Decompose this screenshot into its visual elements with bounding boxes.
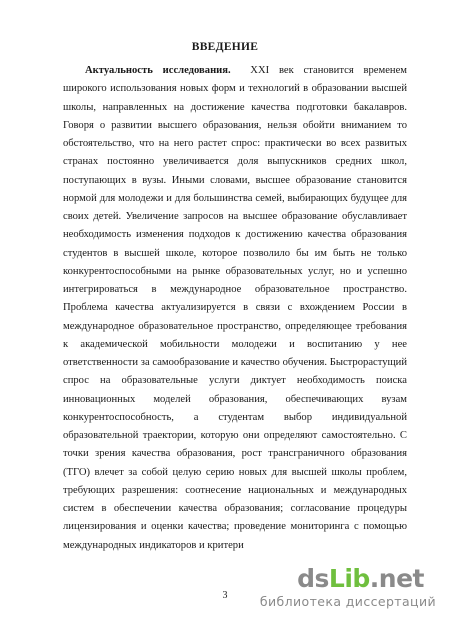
first-line-rest: XXI век становится временем xyxy=(250,65,407,76)
text-line: поступающих в вузы. Иными словами, высшее образование становится xyxy=(63,174,407,186)
text-line: нормой для молодежи и для большинства семей, выбирающих будущее для xyxy=(63,192,407,204)
text-line: Говоря о развитии высшего образования, нельзя обойти вниманием то xyxy=(63,119,407,131)
body-text xyxy=(63,62,407,555)
text-line: (ТГО) влечет за собой целую серию новых для высшей школы проблем, xyxy=(63,466,407,478)
text-line: инновационных моделей образования, обеспечивающих вузам xyxy=(63,393,407,405)
text-line: школы, направленных на достижение качества подготовки бакалавров. xyxy=(63,101,407,113)
text-line: спрос на образовательные услуги диктует необходимость поиска xyxy=(63,375,407,387)
text-line: интегрироваться в международное образовательное пространство. xyxy=(63,284,407,295)
watermark-subtitle: библиотека диссертаций xyxy=(259,594,436,609)
text-line: ответственности за самообразование и качество обучения. Быстрорастущий xyxy=(63,357,407,368)
text-line: странах постоянно увеличивается доля выпускников средних школ, xyxy=(63,156,407,168)
text-line: необходимость изменения подходов к достижению качества образования xyxy=(63,229,407,241)
text-line: Проблема качества актуализируется в связи с вхождением России в xyxy=(63,302,407,314)
text-line: к академической мобильности молодежи и воспитанию у нее xyxy=(63,338,407,350)
text-line: международное образовательное пространство, определяющее требования xyxy=(63,320,407,332)
text-line: обстоятельство, что на него растет спрос: практически во всех развитых xyxy=(63,138,407,149)
text-line: лицензирования и оценки качества; проведение мониторинга с помощью xyxy=(63,521,407,533)
text-line: своих детей. Увеличение запросов на высшее образование обуславливает xyxy=(63,211,407,222)
page-title: ВВЕДЕНИЕ xyxy=(191,41,259,53)
text-line: требующих разрешения: соотнесение национальных и международных xyxy=(63,484,407,496)
logo-accent: Lib xyxy=(328,564,370,593)
text-line: систем в обеспечении качества образования; согласование процедуры xyxy=(63,503,407,514)
text-line: международных индикаторов и критери xyxy=(63,539,244,551)
text-line: широкого использования новых форм и технологий в образовании высшей xyxy=(63,83,407,95)
text-line: конкурентоспособными на рынке образовательных услуг, но и успешно xyxy=(63,265,407,277)
watermark xyxy=(226,564,436,610)
first-line xyxy=(63,62,407,80)
logo-prefix: ds xyxy=(297,564,329,593)
page-number: 3 xyxy=(222,590,228,601)
watermark-logo xyxy=(297,564,424,593)
text-line: студентов в высшей школе, которое позволило бы им быть не только xyxy=(63,247,407,259)
text-line: конкурентоспособность, а студентам выбор индивидуальной xyxy=(63,411,407,423)
text-line: образовательной траектории, которую они определяют самостоятельно. С xyxy=(63,430,407,441)
text-line: точки зрения качества образования, рост трансграничного образования xyxy=(63,448,407,460)
lead-phrase: Актуальность исследования. xyxy=(85,65,231,76)
logo-suffix: .net xyxy=(369,564,424,593)
